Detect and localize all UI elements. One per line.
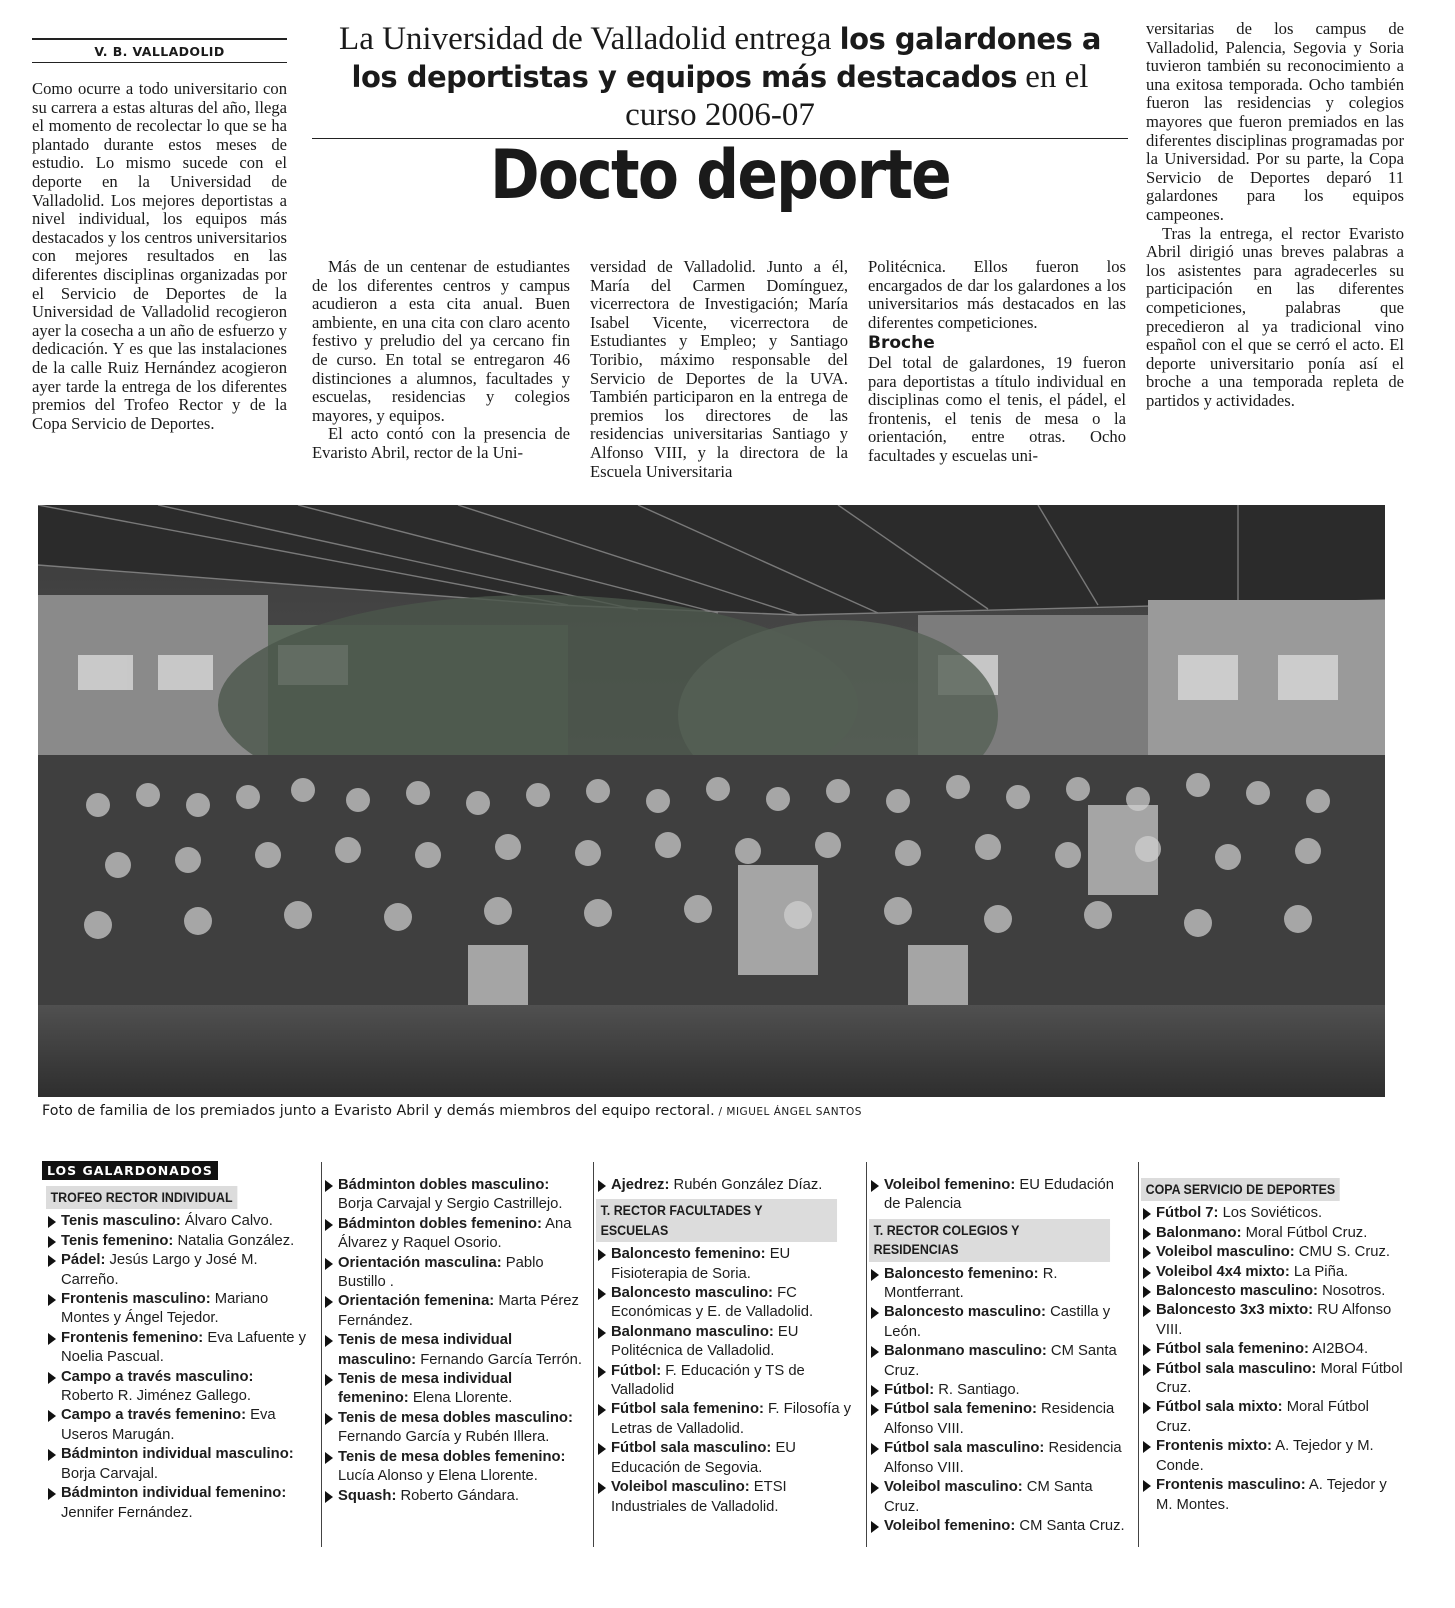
award-entry <box>869 1478 1131 1517</box>
award-category: Frontenis masculino: <box>61 1291 211 1308</box>
award-entry <box>46 1406 308 1445</box>
award-winner: CM Santa Cruz. <box>884 1343 1117 1379</box>
article-column-4 <box>868 258 1126 466</box>
column-divider <box>321 1162 322 1547</box>
award-category: Fútbol sala masculino: <box>611 1440 772 1457</box>
award-winner: RU Alfonso VIII. <box>1156 1302 1392 1338</box>
award-category: Frontenis masculino: <box>1156 1477 1306 1494</box>
column-divider <box>1138 1162 1139 1547</box>
award-category: Fútbol sala femenino: <box>884 1401 1037 1418</box>
award-entry <box>323 1409 585 1448</box>
awards-list <box>323 1176 585 1506</box>
awards-column-1 <box>46 1182 308 1523</box>
awards-column-5 <box>1141 1174 1403 1515</box>
award-entry <box>46 1290 308 1329</box>
group-photo <box>38 505 1385 1097</box>
award-winner: CMU S. Cruz. <box>1294 1244 1391 1261</box>
award-entry <box>323 1331 585 1370</box>
award-entry <box>869 1439 1131 1478</box>
award-category: Orientación masculina: <box>338 1254 502 1271</box>
award-entry <box>1141 1243 1403 1262</box>
award-winner: F. Educación y TS de Valladolid <box>611 1362 805 1399</box>
award-winner: Borja Carvajal y Sergio Castrillejo. <box>338 1196 563 1213</box>
award-category: Bádminton individual femenino: <box>61 1485 287 1502</box>
award-category: Balonmano masculino: <box>884 1343 1047 1360</box>
award-category: Tenis de mesa dobles masculino: <box>338 1409 573 1426</box>
award-entry <box>323 1215 585 1254</box>
award-entry <box>869 1400 1131 1439</box>
award-winner: Eva Useros Marugán. <box>61 1407 276 1443</box>
award-category: Bádminton dobles masculino: <box>338 1177 550 1193</box>
award-winner: Los Soviéticos. <box>1218 1205 1323 1222</box>
award-winner: Moral Fútbol Cruz. <box>1241 1224 1368 1241</box>
award-entry <box>1141 1282 1403 1301</box>
award-category: Baloncesto masculino: <box>884 1304 1046 1321</box>
award-entry <box>1141 1437 1403 1476</box>
award-winner: Roberto Gándara. <box>396 1487 519 1504</box>
kicker-pre: La Universidad de Valladolid entrega <box>339 21 840 57</box>
award-entry <box>596 1362 858 1401</box>
awards-section-title: COPA SERVICIO DE DEPORTES <box>1141 1178 1340 1201</box>
award-entry <box>869 1176 1131 1215</box>
award-category: Tenis de mesa dobles femenino: <box>338 1448 566 1465</box>
award-category: Voleibol masculino: <box>1156 1244 1295 1261</box>
award-category: Fútbol 7: <box>1156 1205 1219 1222</box>
award-entry <box>323 1370 585 1409</box>
award-entry <box>596 1323 858 1362</box>
award-winner: EU Educación de Segovia. <box>611 1440 796 1476</box>
award-winner: R. Santiago. <box>934 1382 1020 1399</box>
award-category: Balonmano masculino: <box>611 1323 774 1340</box>
award-winner: CM Santa Cruz. <box>1015 1517 1125 1534</box>
award-category: Fútbol: <box>611 1362 662 1379</box>
award-category: Voleibol masculino: <box>611 1479 750 1496</box>
award-entry <box>1141 1204 1403 1223</box>
group-photo-illustration <box>38 505 1385 1097</box>
award-entry <box>596 1439 858 1478</box>
award-winner: AI2BO4. <box>1308 1341 1369 1358</box>
award-winner: Fernando García Terrón. <box>416 1351 582 1368</box>
paragraph: Tras la entrega, el rector Evaristo Abril dirigió unas breves palabras a los asistentes para agradecerles su participación en las diferentes competiciones, palabras que precedieron al ya tradicional vino español con el que se cerró el acto. El deporte universitario ponía así el broche a una temporada repleta de partidos y actividades. <box>1146 223 1404 410</box>
award-category: Bádminton individual masculino: <box>61 1446 294 1463</box>
award-entry <box>1141 1263 1403 1282</box>
award-winner: A. Tejedor y M. Conde. <box>1156 1438 1374 1474</box>
award-category: Tenis femenino: <box>61 1232 174 1249</box>
award-entry <box>869 1517 1131 1536</box>
award-winner: Eva Lafuente y Noelia Pascual. <box>61 1329 307 1366</box>
award-category: Fútbol: <box>884 1382 935 1399</box>
paragraph-intro: Como ocurre a todo universitario con su carrera a estas alturas del año, llega el momento de recolectar lo que se ha plantado durante estos meses de estudio. Lo mismo sucede con el deporte en la Universidad de Valladolid. Los mejores deportistas a nivel individual, los equipos más destacados y los centros universitarios con mejores resultados en las diferentes disciplinas organizadas por el Servicio de Deportes de la Universidad de Valladolid recogieron ayer la cosecha a un año de esfuerzo y dedicación. Y es que las instalaciones de la calle Ruiz Hernández acogieron ayer tarde la entrega de los diferentes premios del Trofeo Rector y de la Copa Servicio de Deportes. <box>32 79 287 433</box>
award-winner: Moral Fútbol Cruz. <box>1156 1399 1369 1435</box>
award-category: Baloncesto femenino: <box>611 1246 766 1263</box>
award-entry <box>46 1232 308 1251</box>
award-category: Baloncesto masculino: <box>1156 1283 1318 1300</box>
award-category: Frontenis femenino: <box>61 1329 204 1346</box>
award-winner: EU Edudación de Palencia <box>884 1177 1114 1213</box>
award-category: Campo a través masculino: <box>61 1368 254 1385</box>
awards-box-label-wrap <box>42 1160 218 1180</box>
award-entry <box>46 1212 308 1231</box>
award-entry <box>1141 1476 1403 1515</box>
award-winner: CM Santa Cruz. <box>884 1479 1093 1515</box>
award-entry <box>323 1254 585 1293</box>
award-entry <box>46 1251 308 1290</box>
award-category: Fútbol sala masculino: <box>884 1440 1045 1457</box>
award-winner: Ana Álvarez y Raquel Osorio. <box>338 1215 572 1252</box>
award-entry <box>323 1176 585 1215</box>
award-winner: Roberto R. Jiménez Gallego. <box>61 1388 251 1405</box>
photo-credit: / MIGUEL ÁNGEL SANTOS <box>714 1106 862 1118</box>
awards-list <box>596 1176 858 1195</box>
award-winner: Elena Llorente. <box>408 1390 513 1407</box>
awards-list <box>596 1245 858 1517</box>
award-entry <box>596 1245 858 1284</box>
kicker-bold: los galardones a los deportistas y equipos más destacados <box>351 22 1101 94</box>
awards-list <box>869 1265 1131 1537</box>
award-category: Ajedrez: <box>611 1177 670 1193</box>
award-winner: Fernando García y Rubén Illera. <box>338 1429 550 1446</box>
award-entry <box>46 1329 308 1368</box>
column-divider <box>593 1162 594 1547</box>
awards-list <box>46 1212 308 1523</box>
award-category: Fútbol sala masculino: <box>1156 1360 1317 1377</box>
awards-column-2 <box>323 1176 585 1506</box>
award-category: Voleibol masculino: <box>884 1479 1023 1496</box>
subheading: Broche <box>868 333 935 354</box>
paragraph: versidad de Valladolid. Junto a él, María del Carmen Domínguez, vicerrectora de Investigación; María Isabel Vicente, vicerrectora de Estudiantes y Empleo; y Santiago Toribio, máximo responsable del Servicio de Deportes de la UVA. También participaron en la entrega de premios los directores de las residencias universitarias Santiago y Alfonso VIII, y la directora de la Escuela Universitaria <box>590 257 848 481</box>
award-entry <box>596 1400 858 1439</box>
award-winner: Mariano Montes y Ángel Tejedor. <box>61 1291 269 1327</box>
award-category: Baloncesto femenino: <box>884 1265 1039 1282</box>
award-winner: Pablo Bustillo . <box>338 1254 544 1291</box>
award-winner: Castilla y León. <box>884 1304 1111 1340</box>
award-entry <box>596 1284 858 1323</box>
paragraph: Politécnica. Ellos fueron los encargados de dar los galardones a los universitarios más destacados en las diferentes competiciones. <box>868 257 1126 332</box>
award-entry <box>1141 1301 1403 1340</box>
award-entry <box>46 1484 308 1523</box>
byline: V. B. VALLADOLID <box>32 38 287 63</box>
article-column-5 <box>1146 20 1404 410</box>
award-entry <box>323 1292 585 1331</box>
award-winner: F. Filosofía y Letras de Valladolid. <box>611 1401 852 1437</box>
award-entry <box>869 1265 1131 1304</box>
paragraph: El acto contó con la presencia de Evaristo Abril, rector de la Uni- <box>312 424 570 462</box>
photo-caption <box>42 1103 1382 1119</box>
award-entry <box>46 1445 308 1484</box>
award-winner: Jennifer Fernández. <box>61 1504 193 1521</box>
article-column-2 <box>312 258 570 463</box>
awards-section-title: T. RECTOR COLEGIOS Y RESIDENCIAS <box>869 1219 1110 1262</box>
award-category: Balonmano: <box>1156 1224 1242 1241</box>
kicker <box>312 20 1128 139</box>
article-column-3 <box>590 258 848 481</box>
awards-box-label: LOS GALARDONADOS <box>42 1161 218 1180</box>
award-category: Tenis de mesa individual femenino: <box>338 1371 513 1407</box>
paragraph: Más de un centenar de estudiantes de los diferentes centros y campus acudieron a esta cita anual. Buen ambiente, en una cita con claro acento festivo y preludio del ya cercano fin de curso. En total se entregaron 46 distinciones a alumnos, facultades y escuelas, residencias y colegios mayores, y equipos. <box>312 257 570 425</box>
paragraph: versitarias de los campus de Valladolid, Palencia, Segovia y Soria tuvieron también su reconocimiento a una exitosa temporada. Ocho también fueron las residencias y colegios mayores que fueron premiados en las diferentes disciplinas programadas por la Universidad. Por su parte, la Copa Servicio de Deportes deparó 11 galardones para los equipos campeones. <box>1146 19 1404 224</box>
award-winner: Natalia González. <box>173 1232 295 1249</box>
award-winner: La Piña. <box>1289 1263 1349 1280</box>
award-category: Campo a través femenino: <box>61 1407 247 1424</box>
award-category: Voleibol femenino: <box>884 1177 1016 1193</box>
paragraph: Del total de galardones, 19 fueron para deportistas a título individual en disciplinas como el tenis, el pádel, el frontenis, el tenis de mesa o la orientación, entre otras. Ocho facultades y escuelas uni- <box>868 352 1126 465</box>
award-winner: FC Económicas y E. de Valladolid. <box>611 1285 814 1321</box>
article-column-1 <box>32 80 287 433</box>
award-category: Orientación femenina: <box>338 1293 495 1310</box>
award-winner: R. Montferrant. <box>884 1265 1058 1302</box>
award-winner: Rubén González Díaz. <box>669 1177 823 1193</box>
award-entry <box>869 1342 1131 1381</box>
award-category: Pádel: <box>61 1252 106 1269</box>
award-winner: Lucía Alonso y Elena Llorente. <box>338 1468 538 1485</box>
award-winner: Marta Pérez Fernández. <box>338 1293 579 1329</box>
award-winner: Residencia Alfonso VIII. <box>884 1440 1122 1476</box>
award-entry <box>323 1448 585 1487</box>
award-entry <box>1141 1224 1403 1243</box>
award-entry <box>323 1487 585 1506</box>
award-winner: Borja Carvajal. <box>61 1465 159 1482</box>
award-entry <box>596 1176 858 1195</box>
award-entry <box>46 1368 308 1407</box>
award-winner: Residencia Alfonso VIII. <box>884 1401 1115 1437</box>
headline: Docto deporte <box>490 136 950 215</box>
award-winner: A. Tejedor y M. Montes. <box>1156 1477 1387 1513</box>
caption-text: Foto de familia de los premiados junto a Evaristo Abril y demás miembros del equipo rectoral. <box>42 1103 715 1119</box>
awards-column-3 <box>596 1176 858 1517</box>
award-entry <box>869 1381 1131 1400</box>
award-category: Bádminton dobles femenino: <box>338 1215 542 1232</box>
award-entry <box>869 1303 1131 1342</box>
award-winner: Nosotros. <box>1317 1283 1386 1300</box>
award-category: Fútbol sala femenino: <box>611 1401 764 1418</box>
awards-list <box>1141 1204 1403 1515</box>
kicker-post: en el curso 2006-07 <box>625 59 1089 133</box>
award-category: Frontenis mixto: <box>1156 1438 1272 1455</box>
award-category: Baloncesto 3x3 mixto: <box>1156 1302 1314 1319</box>
award-winner: Álvaro Calvo. <box>180 1213 273 1230</box>
column-divider <box>866 1162 867 1547</box>
award-winner: EU Politécnica de Valladolid. <box>611 1323 799 1360</box>
award-winner: EU Fisioterapia de Soria. <box>611 1246 791 1282</box>
award-entry <box>596 1478 858 1517</box>
award-category: Fútbol sala mixto: <box>1156 1399 1283 1416</box>
award-entry <box>1141 1340 1403 1359</box>
award-category: Voleibol 4x4 mixto: <box>1156 1263 1290 1280</box>
award-entry <box>1141 1398 1403 1437</box>
award-winner: ETSI Industriales de Valladolid. <box>611 1479 787 1515</box>
award-winner: Moral Fútbol Cruz. <box>1156 1360 1403 1397</box>
award-category: Squash: <box>338 1487 397 1504</box>
award-category: Tenis de mesa individual masculino: <box>338 1332 513 1368</box>
award-category: Voleibol femenino: <box>884 1517 1016 1534</box>
awards-section-title: T. RECTOR FACULTADES Y ESCUELAS <box>596 1199 837 1242</box>
award-entry <box>1141 1360 1403 1399</box>
award-category: Baloncesto masculino: <box>611 1285 773 1302</box>
awards-section-title: TROFEO RECTOR INDIVIDUAL <box>46 1186 237 1209</box>
award-category: Fútbol sala femenino: <box>1156 1341 1309 1358</box>
award-category: Tenis masculino: <box>61 1213 181 1230</box>
awards-list <box>869 1176 1131 1215</box>
award-winner: Jesús Largo y José M. Carreño. <box>61 1252 258 1288</box>
awards-column-4 <box>869 1176 1131 1536</box>
